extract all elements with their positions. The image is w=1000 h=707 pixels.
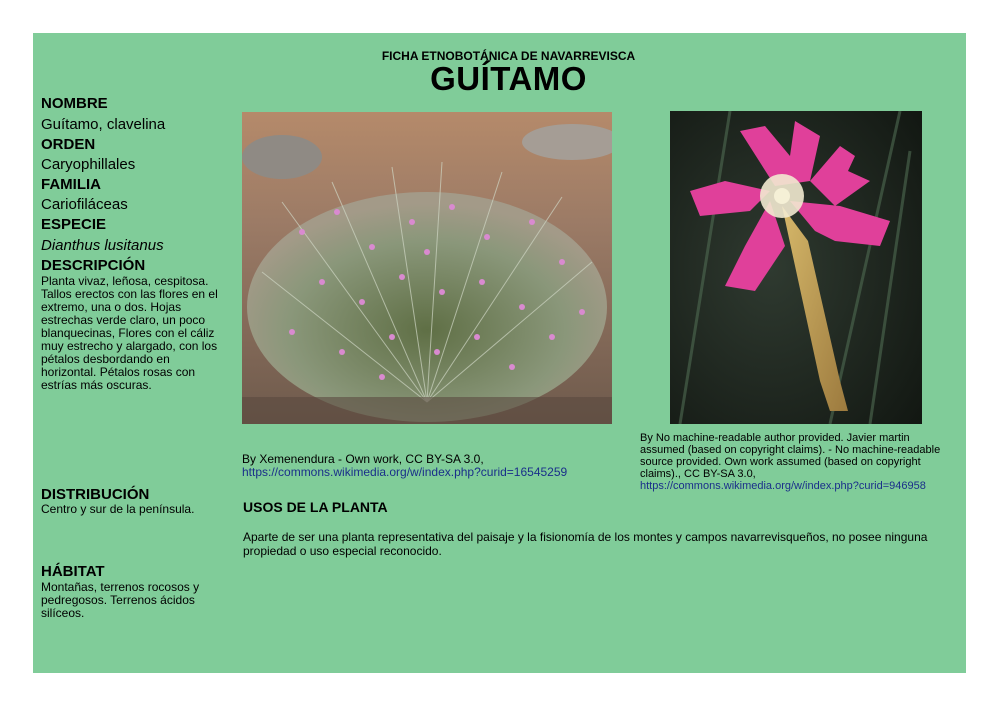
header-kicker: FICHA ETNOBOTÁNICA DE NAVARREVISCA (381, 49, 636, 63)
habitat-label: HÁBITAT (41, 563, 105, 580)
especie-label: ESPECIE (41, 216, 107, 233)
flower-photo (670, 111, 922, 424)
orden-label: ORDEN (41, 136, 96, 153)
descripcion-value: Planta vivaz, leñosa, cespitosa. Tallos erectos con las flores en el extremo, una o dos. Hojas estrechas verde claro, un poco blanquecinas, Flores con el cáliz muy estrecho y alargado, con los pétalos desbordando en horizontal. Pétalos rosas con estrías más oscuras. (41, 274, 218, 392)
uses-title: USOS DE LA PLANTA (243, 499, 388, 515)
orden-value: Caryophillales (41, 156, 136, 173)
distribucion-label: DISTRIBUCIÓN (41, 486, 150, 503)
nombre-value: Guítamo, clavelina (41, 116, 166, 133)
photo1-credit (242, 453, 642, 478)
especie-value: Dianthus lusitanus (41, 237, 164, 254)
habitat-value: Montañas, terrenos rocosos y pedregosos. Terrenos ácidos silíceos. (41, 580, 200, 620)
nombre-label: NOMBRE (41, 95, 108, 112)
shrub-photo (242, 112, 612, 424)
descripcion-label: DESCRIPCIÓN (41, 257, 146, 274)
page-title: GUÍTAMO (430, 60, 587, 97)
familia-label: FAMILIA (41, 176, 101, 193)
uses-text: Aparte de ser una planta representativa del paisaje y la fisionomía de los montes y campos navarrevisqueños, no posee ninguna propiedad o uso especial reconocido. (243, 530, 928, 558)
familia-value: Cariofiláceas (41, 196, 128, 213)
photo1-credit-link[interactable]: https://commons.wikimedia.org/w/index.php?curid=16545259 (242, 464, 568, 479)
photo2-credit-link[interactable]: https://commons.wikimedia.org/w/index.php?curid=946958 (640, 480, 926, 492)
photo2-credit (640, 432, 955, 492)
photo1-credit-text: By Xemenendura - Own work, CC BY-SA 3.0, (242, 452, 484, 466)
photo2-credit-text: By No machine-readable author provided. Javier martin assumed (based on copyright claims). - No machine-readable source provided. Own work assumed (based on copyright claims)., CC BY-SA 3.0, (640, 432, 941, 480)
distribucion-value: Centro y sur de la península. (41, 502, 195, 516)
